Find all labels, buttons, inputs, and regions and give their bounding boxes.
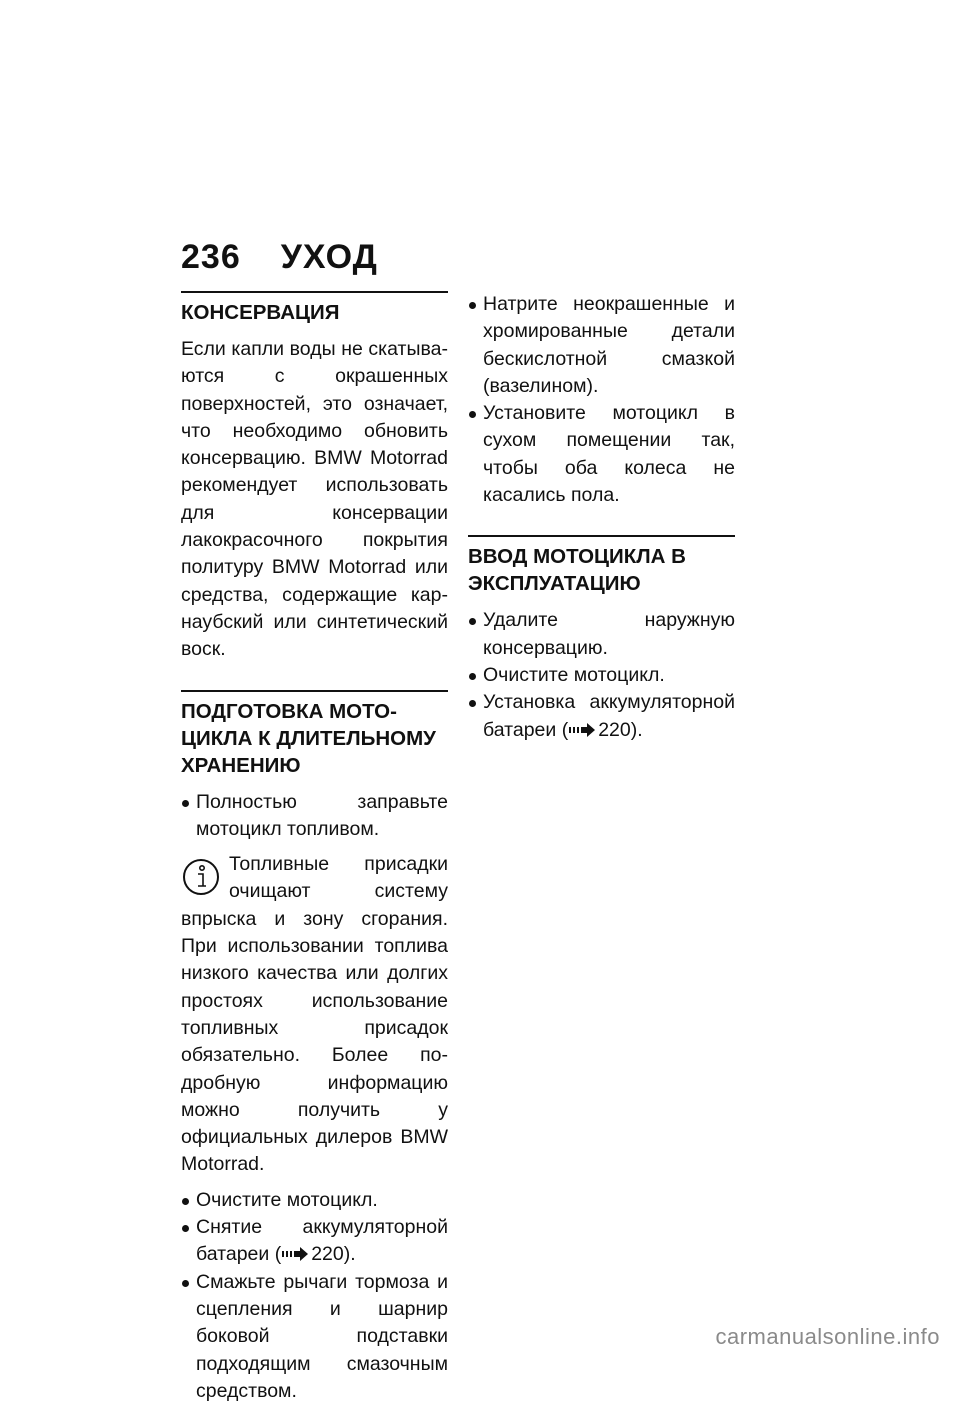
left-column bbox=[181, 291, 448, 1405]
list-item bbox=[181, 1214, 448, 1269]
list-item: Очистите мотоцикл. bbox=[468, 662, 735, 689]
list-item-text: Установка аккумуляторной батареи ( bbox=[483, 691, 735, 741]
chapter-title: УХОД bbox=[280, 238, 378, 276]
arrow-right-icon bbox=[568, 723, 598, 737]
list-item bbox=[468, 689, 735, 744]
list-item: Установите мотоцикл в сухом помещении так, чтобы оба колеса не касались пола. bbox=[468, 400, 735, 509]
section-title-storage: ПОДГОТОВКА МОТОЦИКЛА К ДЛИТЕЛЬНОМУ ХРАНЕНИЮ bbox=[181, 690, 448, 779]
list-item-text: Снятие аккумуляторной батареи ( bbox=[196, 1216, 448, 1266]
right-column bbox=[468, 291, 735, 744]
storage-list-continued bbox=[181, 1187, 448, 1405]
info-note bbox=[181, 851, 448, 1179]
page-reference-link[interactable]: 220 bbox=[598, 718, 631, 741]
list-item-text: ). bbox=[343, 1243, 356, 1266]
info-icon bbox=[181, 857, 221, 897]
page-reference-link[interactable]: 220 bbox=[311, 1243, 344, 1266]
page-header bbox=[181, 238, 378, 277]
page-number: 236 bbox=[181, 238, 241, 276]
section-title-preservation: КОНСЕРВАЦИЯ bbox=[181, 291, 448, 326]
storage-list-right bbox=[468, 291, 735, 509]
preservation-text: Если капли воды не скатываются с окрашенных поверхностей, это означает, что необходимо обновить консервацию. BMW Motorrad рекомендует использовать для консервации лакокрасочного покрытия политуру BMW Motorrad или средства, содержащие карнаубский или синтетический воск. bbox=[181, 338, 448, 661]
commissioning-list bbox=[468, 607, 735, 743]
watermark: carmanualsonline.info bbox=[715, 1324, 940, 1349]
list-item: Очистите мотоцикл. bbox=[181, 1187, 448, 1214]
list-item: Удалите наружную консервацию. bbox=[468, 607, 735, 662]
list-item: Полностью заправьте мотоцикл топливом. bbox=[181, 789, 448, 844]
list-item-text: ). bbox=[630, 718, 643, 741]
arrow-right-icon bbox=[281, 1247, 311, 1261]
storage-list bbox=[181, 789, 448, 844]
info-text: Топливные присадки очищают систему впрыска и зону сгорания. При использовании топлива низкого качества или долгих простоях использование топливных присадок обязательно. Более подробную информацию можно получить у официальных дилеров BMW Motorrad. bbox=[181, 853, 448, 1176]
section-title-commissioning: ВВОД МОТОЦИКЛА В ЭКСПЛУАТАЦИЮ bbox=[468, 535, 735, 597]
list-item: Натрите неокрашенные и хромированные детали бескислотной смазкой (вазелином). bbox=[468, 291, 735, 400]
list-item: Смажьте рычаги тормоза и сцепления и шарнир боковой подставки подходящим смазочным средством. bbox=[181, 1269, 448, 1405]
